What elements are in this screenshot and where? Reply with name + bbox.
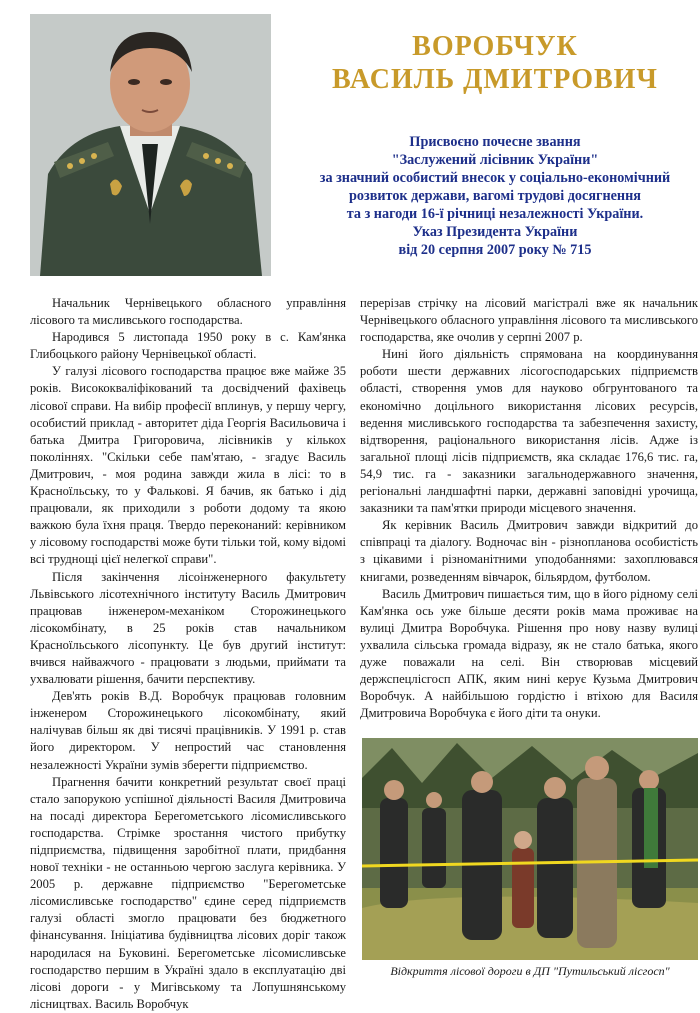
award-line: Указ Президента України <box>412 224 578 240</box>
right-text-column <box>360 295 698 722</box>
paragraph: Василь Дмитрович пишається тим, що в його рідному селі Кам'янка ось уже більше десяти років мама проживає на вулиці Дмитра Воробчука. Рішення про нову назву вулиці ухвалила сільська громада відразу, як не стало батька, якого дуже поважали на селі. Він створював місцевий держспецлісгосп АПК, яким нині керує Кузьма Дмитрович Воробчук. А найбільшою гордістю і втіхою для Василя Дмитровича Воробчука є його діти та онуки. <box>360 586 698 721</box>
award-line: "Заслужений лісівник України" <box>391 152 599 168</box>
paragraph: Дев'ять років В.Д. Воробчук працював головним інженером Сторожинецького лісокомбінату, який налічував більш як дві тисячі працівників. У 1991 р. став його директором. У непростий час становлення незалежності України зумів зберегти підприємство. <box>30 689 346 772</box>
given-names: ВАСИЛЬ ДМИТРОВИЧ <box>332 64 658 95</box>
paragraph: перерізав стрічку на лісовий магістралі вже як начальник Чернівецького обласного управління лісового та мисливського господарства, яке очолив у серпні 2007 р. <box>360 296 698 345</box>
paragraph: Начальник Чернівецького обласного управління лісового та мисливського господарства. <box>30 296 346 328</box>
person-name <box>300 30 690 96</box>
paragraph: Прагнення бачити конкретний результат своєї праці стало запорукою успішної діяльності Василя Дмитровича на посаді директора Берегометського лісомисливського господарства. Стрімке зростання чистого прибутку підприємства, підвищення заробітної плати, придбання нової техніки - не останньою чергою заслуга керівника. У 2005 р. державне підприємство "Берегометське лісомисливське господарство" єдине серед підприємств галузі області змогло працювати без бюджетного фінансування. Ініціатива будівництва лісових доріг також народилася на Буковині. Берегометське лісомисливське господарство першим в Україні здало в експлуатацію дві лісові дороги - у Мигівському та Лопушнянському лісництвах. Василь Воробчук <box>30 774 346 1011</box>
left-text-column <box>30 295 346 1013</box>
award-statement <box>300 133 690 259</box>
paragraph: Як керівник Василь Дмитрович завжди відкритий до співпраці та діалогу. Водночас він - різнопланова особистість з цікавими і різноманітними уподобаннями: захоплювався книгами, розведенням вівчарок, більярдом, футболом. <box>360 518 698 584</box>
portrait-photo <box>30 14 271 276</box>
award-line: за значний особистий внесок у соціально-економічний <box>319 170 671 186</box>
surname: ВОРОБЧУК <box>412 31 578 62</box>
photo-caption: Відкриття лісової дороги в ДП "Путильський лісгосп" <box>390 964 670 978</box>
paragraph: Народився 5 листопада 1950 року в с. Кам'янка Глибоцького району Чернівецької області. <box>30 330 346 362</box>
award-line: Присвоєно почесне звання <box>409 134 581 150</box>
paragraph: Після закінчення лісоінженерного факультету Львівського лісотехнічного інституту Василь Дмитрович працював інженером-механіком Сторожинецького лісокомбінату, в 25 років став начальником Красноїльського лісопункту. Це був другий інститут: вчився найважчого - працювати з людьми, приймати та ухвалювати рішення, бачити перспективу. <box>30 569 346 687</box>
award-line: розвиток держави, вагомі трудові досягнення <box>349 188 641 204</box>
paragraph: Нині його діяльність спрямована на координування роботи шести державних лісогосподарських підприємств області, створення умов для науково обгрунтованого та економічно доцільного використання лісових ресурсів, ведення мисливського господарства та забезпечення захисту, відтворення, раціонального використання лісів. Адже із загальної площі лісів підприємств, яка складає 176,6 тис. га, 54,9 тис. га - заказники загальнодержавного значення, регіональні ландшафтні парки, державні заповідні урочища, заказники та пам'ятки природи місцевого значення. <box>360 347 698 516</box>
award-line: та з нагоди 16-ї річниці незалежності України. <box>346 206 644 222</box>
ribbon-cutting-photo <box>362 738 698 960</box>
paragraph: У галузі лісового господарства працює вже майже 35 років. Висококваліфікований та досвідчений фахівець лісової справи. На вибір професії вплинув, у першу чергу, особистий приклад - авторитет діда Георгія Васильовича і батька Дмитра Григоровича, лісівників у кількох поколіннях. "Скільки себе пам'ятаю, - згадує Василь Дмитрович, - моя родина завжди жила в лісі: то в Красноїльську, то у Фалькові. Я бачив, як батько і дід працювали, як приходили з роботи додому та якою важкою була їхня праця. Твердо переконаний: керівником у лісовому господарстві може бути тільки той, кому відомі всі труднощі цієї нелегкої справи". <box>30 364 346 567</box>
award-line: від 20 серпня 2007 року № 715 <box>398 242 592 258</box>
